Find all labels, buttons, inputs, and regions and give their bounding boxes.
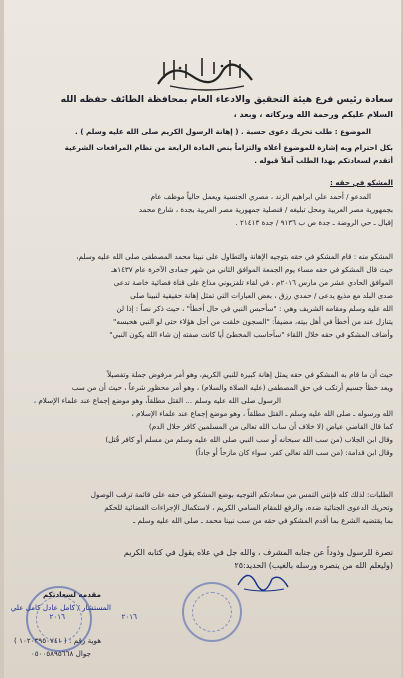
addressee-line: سعادة رئيس فرع هيئة التحقيق والادعاء العام بمحافظة الطائف حفظه الله <box>60 94 393 105</box>
complaint-line-1: المشكو منه : قام المشكو في حقه بتوجيه الإهانة والتطاول على نبينا محمد المصطفى صلى الله عليه وسلم، <box>76 252 393 261</box>
stamp-date-right: ٢٠١٦ <box>121 612 137 621</box>
argument-line-3: الرسول صلى الله عليه وسلم ... القتل مطلقاً، وهو موضع إجماع عند علماء الإسلام ، <box>33 396 281 405</box>
document-page <box>4 0 401 678</box>
official-stamp-right <box>182 582 242 642</box>
argument-line-7: وقال ابن قدامة: (من سب الله تعالى كفر، سواء كان مازحاً أو جاداً) <box>195 448 393 457</box>
closing-line-1: نصرة للرسول وذوداً عن جنابه المشرف ، والله جل في علاه يقول في كتابه الكريم <box>123 548 393 557</box>
intro-line-1: بكل احترام وبه إشارة للموضوع أعلاه والتزاماً بنص المادة الرابعة من نظام المرافعات الشرعية <box>64 143 393 152</box>
requests-line-1: الطلبات: لذلك كله فإنني التمس من سعادتكم التوجيه بوضع المشكو في حقه على قائمة ترقب الوصول <box>90 490 393 499</box>
complaint-line-3: الموافق الحادي عشر من مارس ٢٠١٦م ، في لقاء تلفزيوني مذاع على قناة فضائية خاصة تدعى <box>113 278 393 287</box>
complaint-line-5: الله عليه وسلم ومقامه الشريف وهي : "سأحبس النبي في حال أخطأ" ، حيث ذكر نصاً : إذا لن <box>116 304 393 313</box>
defendant-line-3: إقبال ـ حي الروضة ـ جدة ص ب ٩١٣٦ / جدة ٢١٤١٣ . <box>235 218 393 227</box>
requests-line-2: وتحريك الدعوى الجنائية ضده، والرفع للمقام السامي الكريم ، لاستكمال الإجراءات القضائية للحكم <box>104 503 393 512</box>
argument-line-6: وقال ابن الجلاب (من سب الله سبحانه أو سب النبي صلى الله عليه وسلم من مسلم أو كافر قُتل) <box>105 435 393 444</box>
complaint-line-2: حيث قال المشكو في حقه مساء يوم الجمعة الموافق الثاني من شهر جمادى الآخرة عام ١٤٣٧هـ <box>111 265 393 274</box>
subject-line: الموضوع : طلب تحريك دعوى حسبة . ( إهانة الرسول الكريم صلى الله عليه وسلم ) . <box>75 127 371 136</box>
complaint-line-7: وأضاف المشكو في حقه خلال اللقاء "سأحاسب المخطئ أيا كانت صفته إن شاء الله يكون النبي" <box>109 330 393 339</box>
signature-mobile: جوال ٠٥٠٠٥٨٩٥٦٦٨ <box>30 649 91 658</box>
argument-line-2: ويعد خطأ جسيم أرتكب في حق المصطفى (عليه الصلاة والسلام) ، وهو أمر محظور شرعاً ، حيث أن من سب <box>71 383 393 392</box>
defendant-line-2: بجمهورية مصر العربية ومحل تبليغه / قنصلية جمهورية مصر العربية بجدة ، شارع محمد <box>138 205 393 214</box>
signature-name: المستشار / كامل عادل كامل علي <box>10 603 111 612</box>
signature-id: هوية رقم : ( ١٠٢٠٣٩٥٠٧٤١ ) <box>14 636 101 645</box>
argument-line-5: كما قال القاضي عياض (لا خلاف أن ساب الله تعالى من المسلمين كافر حلال الدم) <box>148 422 393 431</box>
intro-line-2: أتقدم لسعادتكم بهذا الطلب آملاً قبوله . <box>254 156 393 165</box>
greeting-line: السلام عليكم ورحمة الله وبركاته ، وبعد ، <box>233 110 393 119</box>
defendant-line-1: المدعو / أحمد علي ابراهيم الزند ، مصري الجنسية ويعمل حالياً موظف عام <box>150 192 371 201</box>
argument-line-4: الله ورسوله ـ صلى الله عليه وسلم ـ القتل مطلقاً ، وهو موضع إجماع عند علماء الإسلام ، <box>131 409 393 418</box>
requests-line-3: بما يقتضيه الشرع بما أقدم المشكو في حقه من سب نبينا محمد ـ صلى الله عليه وسلم ـ <box>133 516 393 525</box>
signature-title: مقدمه لسعادتكم <box>42 590 101 599</box>
stamp-date-left: ٢٠١٦ <box>49 612 65 621</box>
closing-line-2: (وليعلم الله من ينصره ورسله بالغيب) الحديد:٢٥ <box>234 561 393 570</box>
argument-line-1: حيث أن ما قام به المشكو في حقه يمثل إهانة كبيرة للنبي الكريم، وهو أمر مرفوض جملة وتفصيلاً <box>107 370 393 379</box>
defendant-label: المشكو في حقه : <box>329 178 393 187</box>
complaint-line-6: يتنازل عند من أخطأ في أهل بيته، مضيفاً: "السجون خلقت من أجل هؤلاء حتى لو النبي هحبسه" <box>113 317 393 326</box>
handwritten-signature <box>234 565 294 595</box>
complaint-line-4: صدى البلد مع مذيع يدعى / حمدي رزق ، بعض العبارات التي تمثل إهانة حقيقية لنبينا صلى <box>130 291 393 300</box>
basmala-calligraphy <box>152 54 260 92</box>
